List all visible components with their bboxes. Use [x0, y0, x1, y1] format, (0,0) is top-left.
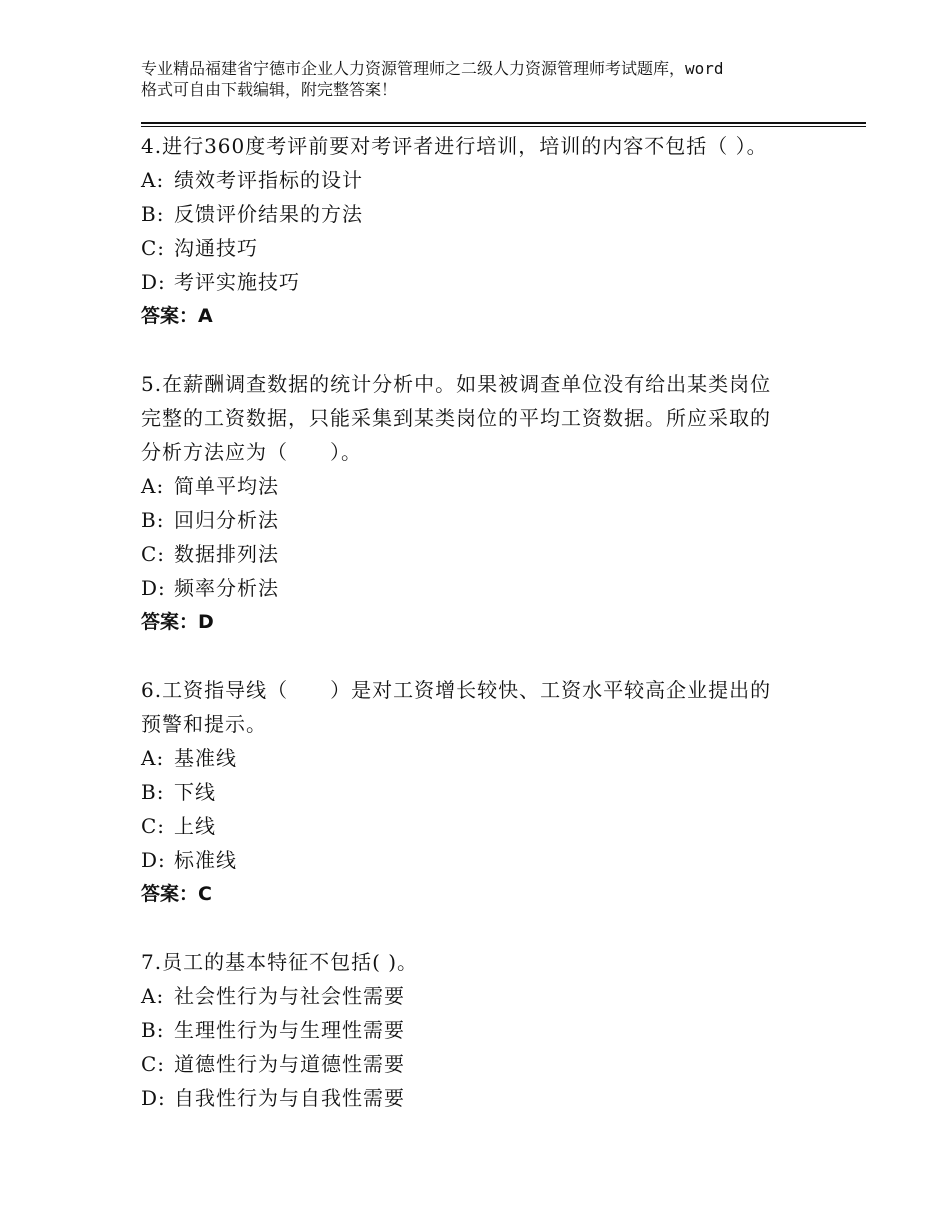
option-text: 简单平均法 — [174, 474, 279, 498]
option-b — [141, 503, 841, 537]
option-letter: C: — [141, 542, 166, 566]
question-6 — [141, 673, 841, 911]
option-b — [141, 197, 841, 231]
option-text: 生理性行为与生理性需要 — [174, 1018, 405, 1042]
option-d — [141, 265, 841, 299]
answer-label: 答案：D — [141, 611, 214, 633]
option-c — [141, 809, 841, 843]
option-a — [141, 979, 841, 1013]
option-letter: B: — [141, 1018, 165, 1042]
option-letter: D: — [141, 576, 166, 600]
option-letter: D: — [141, 1086, 166, 1110]
option-a — [141, 469, 841, 503]
option-text: 社会性行为与社会性需要 — [174, 984, 405, 1008]
header-line-1: 专业精品福建省宁德市企业人力资源管理师之二级人力资源管理师考试题库，word — [141, 59, 724, 78]
option-text: 考评实施技巧 — [174, 270, 300, 294]
option-c — [141, 231, 841, 265]
option-d — [141, 571, 841, 605]
header-rule-thick — [141, 122, 866, 124]
option-text: 沟通技巧 — [174, 236, 258, 260]
option-a — [141, 163, 841, 197]
header-line-2: 格式可自由下载编辑，附完整答案！ — [141, 80, 398, 99]
question-7 — [141, 945, 841, 1115]
question-stem: 7.员工的基本特征不包括( )。 — [141, 950, 419, 974]
option-text: 道德性行为与道德性需要 — [174, 1052, 405, 1076]
option-text: 标准线 — [174, 848, 237, 872]
option-b — [141, 775, 841, 809]
option-a — [141, 741, 841, 775]
question-stem-line: 分析方法应为（ ）。 — [141, 440, 362, 464]
answer-label: 答案：C — [141, 883, 212, 905]
option-letter: C: — [141, 814, 166, 838]
question-list — [141, 129, 841, 1149]
option-letter: B: — [141, 780, 165, 804]
option-letter: A: — [141, 984, 165, 1008]
option-text: 基准线 — [174, 746, 237, 770]
option-text: 反馈评价结果的方法 — [174, 202, 363, 226]
question-stem-line: 5.在薪酬调查数据的统计分析中。如果被调查单位没有给出某类岗位 — [141, 372, 772, 396]
option-text: 绩效考评指标的设计 — [174, 168, 363, 192]
option-letter: A: — [141, 168, 165, 192]
document-header — [141, 58, 841, 100]
question-stem-line: 完整的工资数据，只能采集到某类岗位的平均工资数据。所应采取的 — [141, 406, 771, 430]
option-letter: B: — [141, 202, 165, 226]
option-letter: B: — [141, 508, 165, 532]
option-text: 数据排列法 — [174, 542, 279, 566]
option-letter: D: — [141, 270, 166, 294]
question-4 — [141, 129, 841, 333]
option-text: 下线 — [174, 780, 216, 804]
option-c — [141, 537, 841, 571]
option-letter: A: — [141, 746, 165, 770]
option-c — [141, 1047, 841, 1081]
option-letter: C: — [141, 236, 166, 260]
option-d — [141, 843, 841, 877]
option-text: 回归分析法 — [174, 508, 279, 532]
question-stem-line: 6.工资指导线（ ）是对工资增长较快、工资水平较高企业提出的 — [141, 678, 772, 702]
header-rule-thin — [141, 126, 866, 127]
answer-label: 答案：A — [141, 305, 213, 327]
question-stem: 4.进行360度考评前要对考评者进行培训，培训的内容不包括（ ）。 — [141, 134, 768, 158]
question-5 — [141, 367, 841, 639]
option-letter: C: — [141, 1052, 166, 1076]
question-stem-line: 预警和提示。 — [141, 712, 267, 736]
option-d — [141, 1081, 841, 1115]
option-text: 频率分析法 — [174, 576, 279, 600]
option-b — [141, 1013, 841, 1047]
option-text: 上线 — [174, 814, 216, 838]
option-letter: A: — [141, 474, 165, 498]
option-text: 自我性行为与自我性需要 — [174, 1086, 405, 1110]
option-letter: D: — [141, 848, 166, 872]
